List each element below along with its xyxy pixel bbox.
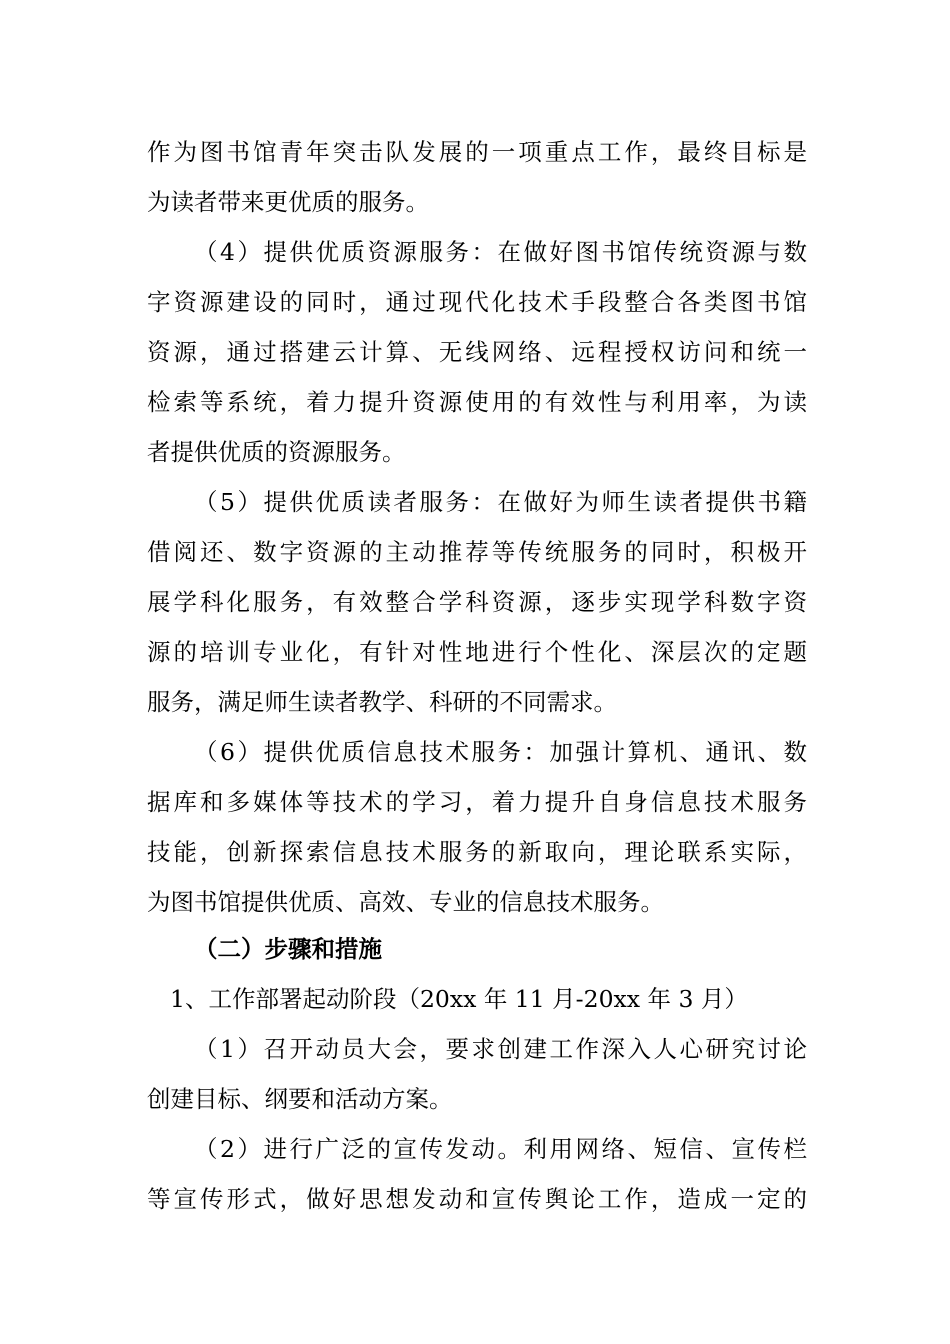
step-heading: 1、工作部署起动阶段（20xx 年 11 月-20xx 年 3 月）: [170, 985, 748, 1013]
text-line: 检索等系统，着力提升资源使用的有效性与利用率，为读: [147, 388, 807, 416]
paragraph-5-start: （5）提供优质读者服务：在做好为师生读者提供书籍: [194, 488, 807, 516]
paragraph-6-start: （6）提供优质信息技术服务：加强计算机、通讯、数: [194, 738, 807, 766]
text-line: 源的培训专业化，有针对性地进行个性化、深层次的定题: [147, 638, 807, 666]
text-line: 者提供优质的资源服务。: [147, 438, 406, 466]
step-item-1-start: （1）召开动员大会，要求创建工作深入人心研究讨论: [194, 1035, 807, 1063]
text-line: 服务，满足师生读者教学、科研的不同需求。: [147, 688, 617, 716]
text-line: 借阅还、数字资源的主动推荐等传统服务的同时，积极开: [147, 538, 807, 566]
section-heading: （二）步骤和措施: [194, 935, 382, 963]
text-line: 等宣传形式，做好思想发动和宣传舆论工作，造成一定的: [147, 1185, 807, 1213]
text-line: 为图书馆提供优质、高效、专业的信息技术服务。: [147, 888, 664, 916]
paragraph-4-start: （4）提供优质资源服务：在做好图书馆传统资源与数: [194, 238, 807, 266]
text-line: 字资源建设的同时，通过现代化技术手段整合各类图书馆: [147, 288, 807, 316]
text-line: 作为图书馆青年突击队发展的一项重点工作，最终目标是: [147, 138, 807, 166]
text-line: 为读者带来更优质的服务。: [147, 188, 429, 216]
text-line: 展学科化服务，有效整合学科资源，逐步实现学科数字资: [147, 588, 807, 616]
text-line: 据库和多媒体等技术的学习，着力提升自身信息技术服务: [147, 788, 807, 816]
step-item-2-start: （2）进行广泛的宣传发动。利用网络、短信、宣传栏: [194, 1135, 807, 1163]
text-line: 资源，通过搭建云计算、无线网络、远程授权访问和统一: [147, 338, 807, 366]
text-line: 技能，创新探索信息技术服务的新取向，理论联系实际，: [147, 838, 807, 866]
text-line: 创建目标、纲要和活动方案。: [147, 1085, 453, 1113]
